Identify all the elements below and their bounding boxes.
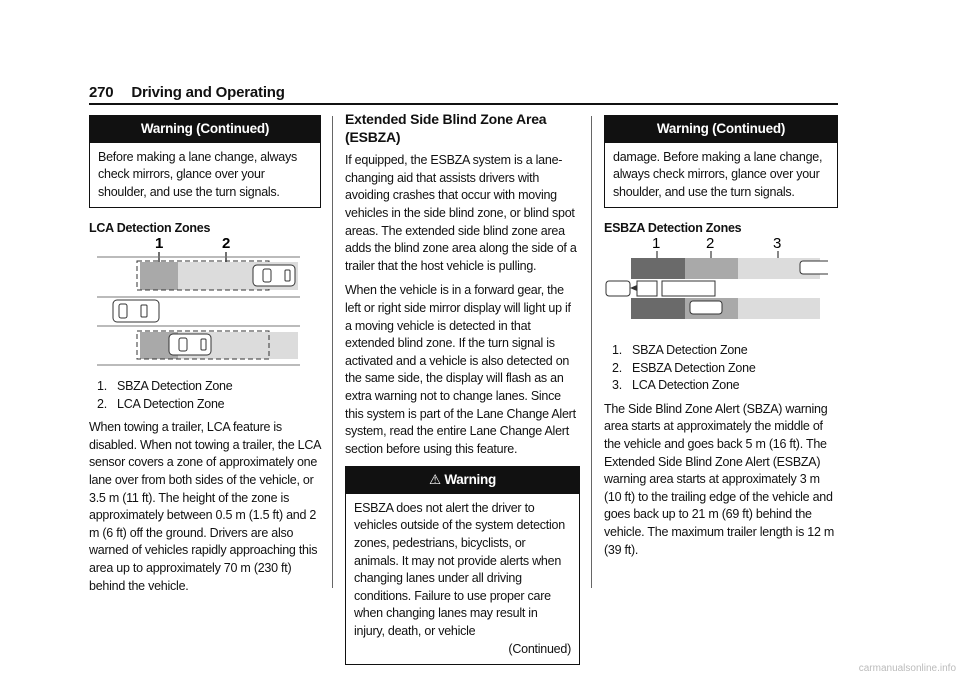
section-title: Driving and Operating — [131, 84, 285, 101]
legend-item: 1. SBZA Detection Zone — [97, 379, 233, 393]
legend-item: 3. LCA Detection Zone — [612, 378, 740, 393]
callout-1: 1 — [652, 235, 661, 252]
warning-title: ⚠ Warning — [346, 467, 579, 494]
warning-box — [345, 466, 580, 665]
continued-label: (Continued) — [508, 641, 571, 656]
upper-lane — [97, 257, 300, 297]
esbza-paragraph-1: If equipped, the ESBZA system is a lane-changing aid that assists drivers with avoiding crashes that occur with moving vehicles in the side blind zone, or blind spot areas. The extended side blind zone area adds the blind zone area along the side of a trailer that the host vehicle is pulling. — [345, 153, 577, 273]
column-1 — [89, 115, 321, 245]
figure-legend — [89, 378, 323, 413]
warning-text: ESBZA does not alert the driver to vehicles outside of the system detection zones, pedestrians, bicyclists, or animals. It may not provide alerts when changing lanes under all driving conditions. Failure to use proper care when changing lanes may result in injury, death, or vehicle — [354, 500, 565, 639]
column-1-lower — [89, 378, 323, 602]
sbza-zone — [140, 262, 178, 290]
warning-title: Warning (Continued) — [605, 116, 837, 143]
car-icon — [253, 265, 295, 286]
warning-text: damage. Before making a lane change, always check mirrors, glance over your shoulder, and use the turn signals. — [613, 149, 823, 199]
lca-paragraph: When towing a trailer, LCA feature is disabled. When not towing a trailer, the LCA sensor covers a zone of approximately one lane over from both sides of the vehicle, or 3.5 m (11 ft). The height of the zone is approximately between 0.5 m (1.5 ft) and 2 m (6 ft) off the ground. Drivers are also warned of vehicles rapidly approaching this area up to approximately 70 m (230 ft) behind the vehicle. — [89, 420, 321, 593]
car-icon — [800, 261, 828, 274]
warning-title: Warning (Continued) — [90, 116, 320, 143]
header-rule — [89, 103, 838, 105]
figure-title: ESBZA Detection Zones — [604, 221, 742, 236]
car-icon — [169, 334, 211, 355]
host-vehicle-icon — [113, 300, 159, 322]
lca-zones-diagram — [95, 230, 305, 370]
column-3 — [604, 115, 838, 245]
figure-legend — [604, 342, 838, 395]
page-header — [89, 84, 285, 101]
car-icon — [690, 301, 722, 314]
warning-box-continued — [604, 115, 838, 208]
figure-title: LCA Detection Zones — [89, 221, 211, 236]
host-vehicle-trailer-icon — [606, 281, 715, 296]
page-number: 270 — [89, 84, 114, 101]
legend-item: 2. LCA Detection Zone — [97, 396, 225, 411]
callout-2: 2 — [222, 235, 231, 252]
legend-item: 2. ESBZA Detection Zone — [612, 360, 756, 375]
warning-box-continued — [89, 115, 321, 208]
warning-text: Before making a lane change, always check mirrors, glance over your shoulder, and use the turn signals. — [98, 149, 298, 199]
column-divider-1 — [332, 116, 333, 588]
esbza-paragraph-2: When the vehicle is in a forward gear, the left or right side mirror display will light up if a moving vehicle is detected in that extended blind zone. If the turn signal is activated and a vehicle is also detected on the same side, the display will flash as an extra warning not to change lanes. Since this system is part of the Lane Change Alert system, read the entire Lane Change Alert section before using this feature. — [345, 283, 576, 456]
column-2 — [345, 111, 580, 665]
callout-1: 1 — [155, 235, 164, 252]
upper-lane-zones — [631, 258, 828, 279]
callout-2: 2 — [706, 235, 715, 252]
callout-3: 3 — [773, 235, 782, 252]
section-heading: Extended Side Blind Zone Area (ESBZA) — [345, 111, 547, 145]
warning-triangle-icon: ⚠ — [428, 472, 441, 488]
esbza-zones-diagram — [604, 232, 828, 326]
sbza-paragraph: The Side Blind Zone Alert (SBZA) warning area starts at approximately the middle of the vehicle and goes back 5 m (16 ft). The Extended Side Blind Zone Alert (ESBZA) warning area starts at approximately 3 m (10 ft) to the trailing edge of the vehicle and goes back up to 21 m (69 ft) behind the vehicle. The maximum trailer length is 12 m (39 ft). — [604, 401, 835, 557]
legend-item: 1. SBZA Detection Zone — [612, 343, 748, 357]
lower-lane-zones — [631, 298, 820, 319]
lower-lane — [97, 326, 300, 365]
column-divider-2 — [591, 116, 592, 588]
watermark: carmanualsonline.info — [858, 663, 956, 674]
column-3-lower — [604, 342, 838, 566]
